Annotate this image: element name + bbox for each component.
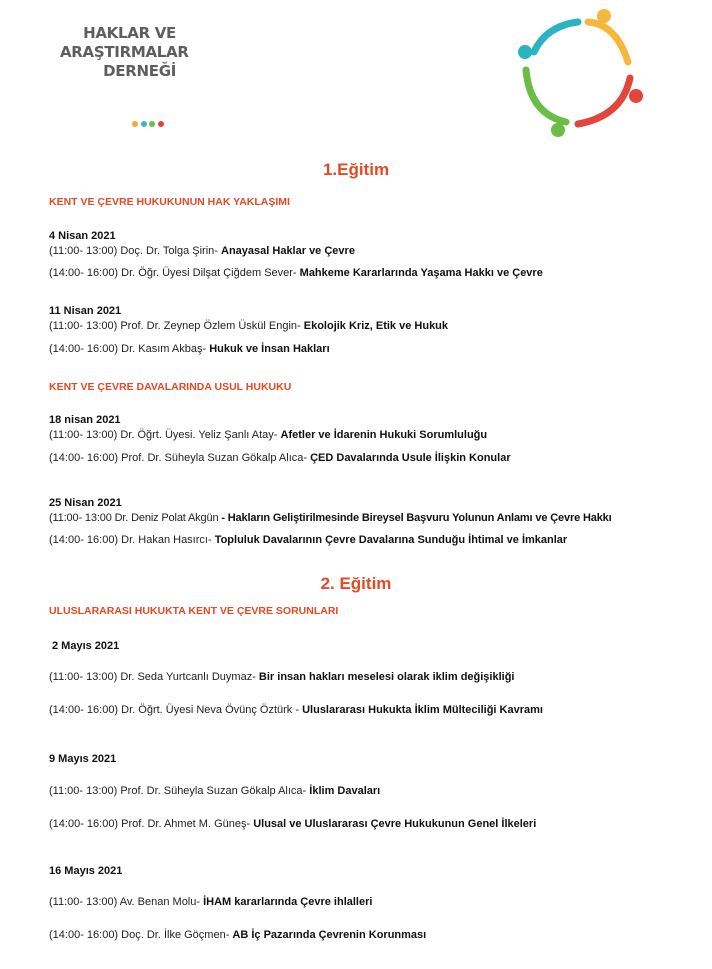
session-speaker: (11:00- 13:00) Doç. Dr. Tolga Şirin- bbox=[49, 245, 222, 257]
logo-dots bbox=[132, 114, 166, 132]
date-heading: 9 Mayıs 2021 bbox=[49, 753, 117, 765]
session-speaker: (11:00- 13:00 Dr. Deniz Polat Akgün bbox=[49, 512, 222, 524]
session-line bbox=[49, 452, 511, 464]
session-speaker: (14:00- 16:00) Doç. Dr. İlke Göçmen- bbox=[49, 929, 233, 941]
session-speaker: (14:00- 16:00) Dr. Öğrt. Üyesi Neva Övünç Öztürk - bbox=[49, 704, 303, 716]
org-name-line-3: DERNEĞİ bbox=[103, 62, 176, 80]
session-topic: Mahkeme Kararlarında Yaşama Hakkı ve Çevre bbox=[299, 267, 543, 279]
session-line bbox=[49, 429, 487, 441]
date-heading: 4 Nisan 2021 bbox=[49, 230, 116, 242]
session-line bbox=[49, 896, 372, 908]
session-line bbox=[49, 320, 448, 332]
subhead-hak-yaklasimi: KENT VE ÇEVRE HUKUKUNUN HAK YAKLAŞIMI bbox=[49, 196, 290, 208]
logo-dot-green bbox=[149, 121, 155, 127]
date-heading: 16 Mayıs 2021 bbox=[49, 865, 123, 877]
people-circle-emblem-icon bbox=[512, 8, 648, 142]
date-heading: 25 Nisan 2021 bbox=[49, 497, 122, 509]
session-line bbox=[49, 534, 567, 546]
session-topic: Ulusal ve Uluslararası Çevre Hukukunun Genel İlkeleri bbox=[253, 818, 537, 830]
session-topic: İklim Davaları bbox=[309, 785, 381, 797]
session-speaker: (14:00- 16:00) Prof. Dr. Süheyla Suzan Gökalp Alıca- bbox=[49, 452, 311, 464]
subhead-uluslararasi: ULUSLARARASI HUKUKTA KENT VE ÇEVRE SORUNLARI bbox=[49, 605, 339, 617]
session-speaker: (11:00- 13:00) Prof. Dr. Süheyla Suzan Gökalp Alıca- bbox=[49, 785, 310, 797]
session-line bbox=[49, 512, 612, 524]
session-line bbox=[49, 671, 514, 683]
session-line bbox=[49, 704, 543, 716]
logo-dot-orange bbox=[132, 121, 138, 127]
session-topic: Afetler ve İdarenin Hukuki Sorumluluğu bbox=[280, 429, 488, 441]
session-speaker: (11:00- 13:00) Dr. Seda Yurtcanlı Duymaz- bbox=[49, 671, 259, 683]
logo-dot-teal bbox=[141, 121, 147, 127]
date-heading: 11 Nisan 2021 bbox=[49, 305, 122, 317]
session-line bbox=[49, 818, 536, 830]
date-heading: 18 nisan 2021 bbox=[49, 414, 121, 426]
session-line bbox=[49, 785, 380, 797]
section-title-1: 1.Eğitim bbox=[322, 160, 390, 179]
session-speaker: (11:00- 13:00) Av. Benan Molu- bbox=[49, 896, 204, 908]
organization-logo-text bbox=[60, 24, 189, 81]
date-heading: 2 Mayıs 2021 bbox=[52, 640, 120, 652]
session-topic: Topluluk Davalarının Çevre Davalarına Sunduğu İhtimal ve İmkanlar bbox=[214, 534, 568, 546]
session-topic: ÇED Davalarında Usule İlişkin Konular bbox=[310, 452, 511, 464]
logo-dot-red bbox=[158, 121, 164, 127]
session-topic: Uluslararası Hukukta İklim Mülteciliği Kavramı bbox=[302, 704, 543, 716]
subhead-usul-hukuku: KENT VE ÇEVRE DAVALARINDA USUL HUKUKU bbox=[49, 381, 292, 393]
section-title-2: 2. Eğitim bbox=[320, 574, 392, 593]
session-speaker: (14:00- 16:00) Dr. Hakan Hasırcı- bbox=[49, 534, 215, 546]
session-topic: AB İç Pazarında Çevrenin Korunması bbox=[232, 929, 427, 941]
session-topic: Hukuk ve İnsan Hakları bbox=[209, 343, 330, 355]
org-name-line-1: HAKLAR VE bbox=[83, 24, 176, 42]
session-speaker: (14:00- 16:00) Prof. Dr. Ahmet M. Güneş- bbox=[49, 818, 254, 830]
org-name-line-2: ARAŞTIRMALAR bbox=[60, 43, 189, 61]
session-topic: Ekolojik Kriz, Etik ve Hukuk bbox=[303, 320, 449, 332]
session-line bbox=[49, 343, 330, 355]
session-speaker: (14:00- 16:00) Dr. Öğr. Üyesi Dilşat Çiğdem Sever- bbox=[49, 267, 300, 279]
session-line bbox=[49, 929, 426, 941]
session-speaker: (11:00- 13:00) Prof. Dr. Zeynep Özlem Üskül Engin- bbox=[49, 320, 304, 332]
session-topic: İHAM kararlarında Çevre ihlalleri bbox=[203, 896, 373, 908]
session-line bbox=[49, 245, 355, 257]
session-line bbox=[49, 267, 543, 279]
session-topic: - Hakların Geliştirilmesinde Bireysel Başvuru Yolunun Anlamı ve Çevre Hakkı bbox=[221, 512, 612, 524]
session-speaker: (14:00- 16:00) Dr. Kasım Akbaş- bbox=[49, 343, 210, 355]
session-speaker: (11:00- 13:00) Dr. Öğrt. Üyesi. Yeliz Şanlı Atay- bbox=[49, 429, 281, 441]
session-topic: Bir insan hakları meselesi olarak iklim değişikliği bbox=[258, 671, 515, 683]
session-topic: Anayasal Haklar ve Çevre bbox=[221, 245, 355, 257]
